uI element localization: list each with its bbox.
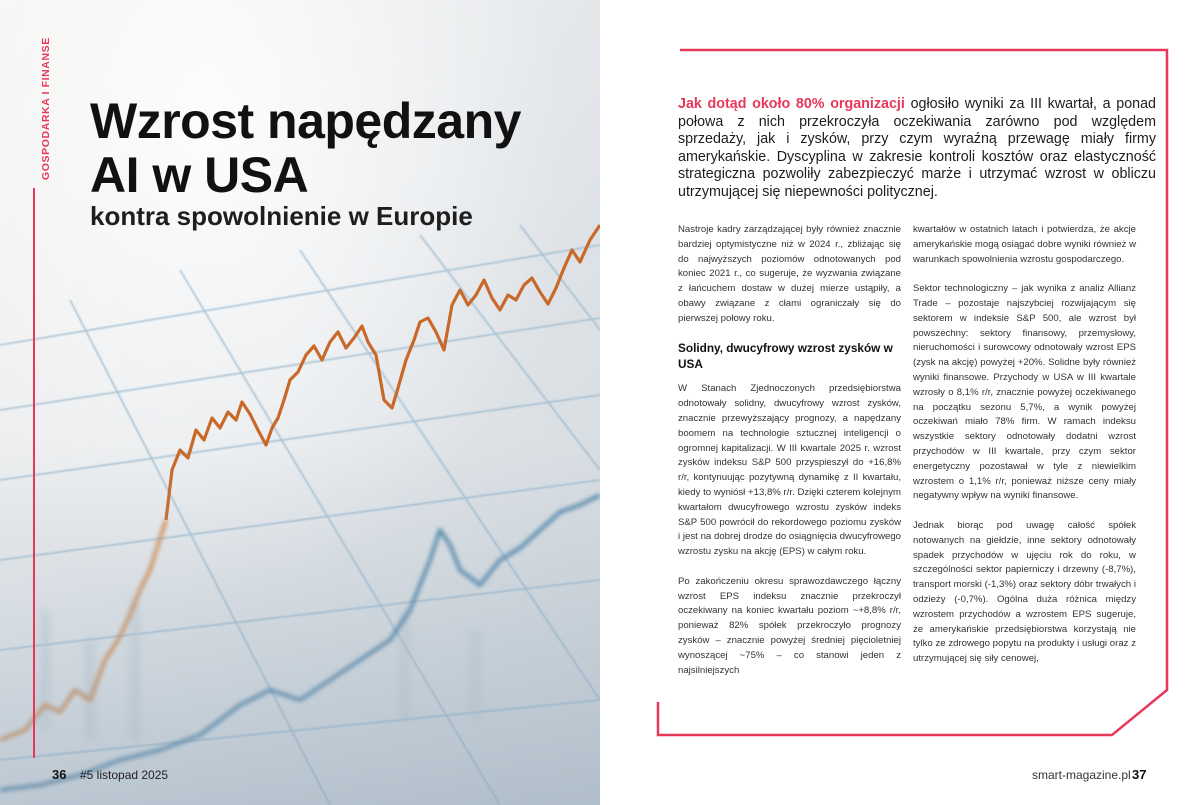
title-line-2: AI w USA xyxy=(90,147,309,203)
paragraph: W Stanach Zjednoczonych przedsiębiorstwa odnotowały solidny, dwucyfrowy wzrost zysków, znacznie przewyższający prognozy, a napędzany boomem na technologie sztucznej inteligencji o ogromnej kapitalizacji. W III kwartale 2025 r. wzrost zysków indeksu S&P 500 przyspieszył do +16,8% r/r, kontynuując pozytywną dynamikę z II kwartału, kiedy to wyniósł +13,8% r/r. Dzięki czterem kolejnym kwartałom dwucyfrowego wzrostu zysków indeks S&P 500 powrócił do rekordowego poziomu zysków i jest na dobrej drodze do osiągnięcia dwucyfrowego wzrostu zysku na akcję (EPS) w całym roku. xyxy=(678,383,901,558)
paragraph: kwartałów w ostatnich latach i potwierdza, że akcje amerykańskie mogą osiągać dobre wyniki również w warunkach spowolnienia wzrostu gospodarczego. xyxy=(913,224,1136,265)
right-page xyxy=(600,0,1200,805)
text-column-2 xyxy=(913,223,1136,682)
paragraph: Nastroje kadry zarządzającej były również znacznie bardziej optymistyczne niż w 2024 r., zbliżając się do najwyższych poziomów odnotowanych pod koniec 2021 r., co sugeruje, że wyzwania związane z łańcuchem dostaw w dużej mierze ustąpiły, a obawy związane z cłami ograniczały się do pierwszej połowy roku. xyxy=(678,224,901,324)
page-number-left: 36 xyxy=(52,767,67,782)
paragraph: Jednak biorąc pod uwagę całość spółek notowanych na giełdzie, inne sektory odnotowały spadek przychodów w ujęciu rok do roku, w szczególności sektor papierniczy i drzewny (-8,7%), transport morski (-1,3%) oraz sektory dóbr trwałych i odzieży (-0,7%). Ogólna duża różnica między wzrostem przychodów a wzrostem EPS sugeruje, że amerykańskie przedsiębiorstwa korzystają nie tylko ze zdrowego popytu na produkty i usługi oraz z utrzymującej się siły cenowej, xyxy=(913,519,1136,665)
text-column-1 xyxy=(678,223,901,693)
article-subtitle: kontra spowolnienie w Europie xyxy=(90,201,473,231)
section-label-text: GOSPODARKA I FINANSE xyxy=(40,37,52,180)
page-number-right: 37 xyxy=(1132,767,1147,782)
issue-label: #5 listopad 2025 xyxy=(80,768,169,782)
article-lead xyxy=(678,96,1156,202)
section-accent-line xyxy=(33,188,35,758)
lead-text: ogłosiło wyniki za III kwartał, a ponad połowa z nich przekroczyła oczekiwania zarówno pod względem sprzedaży, jak i zysków, przy czym wyraźną przewagę miały firmy amerykańskie. Dyscyplina w zakresie kontroli kosztów oraz elastyczność strategiczna pozwoliły zabezpieczyć marże i utrzymać wzrost w obliczu utrzymującej się niepewności politycznej. xyxy=(678,96,1156,200)
website-link[interactable]: smart-magazine.pl xyxy=(1032,768,1131,782)
lead-highlight: Jak dotąd około 80% organizacji xyxy=(678,96,905,112)
section-subheading: Solidny, dwucyfrowy wzrost zysków w USA xyxy=(678,341,893,371)
title-line-1: Wzrost napędzany xyxy=(90,93,521,149)
article-title xyxy=(90,94,590,202)
paragraph: Po zakończeniu okresu sprawozdawczego łączny wzrost EPS indeksu znacznie przekroczył oczekiwany na koniec kwartału poziom ~+8,8% r/r, ponieważ 82% spółek przekroczyło prognozy zysków – znacznie powyżej średniej pięcioletniej wynoszącej ~75% – co stanowi jeden z najsilniejszych xyxy=(678,575,901,676)
section-label xyxy=(28,30,52,180)
paragraph: Sektor technologiczny – jak wynika z analiz Allianz Trade – pozostaje najszybciej rozwijającym się sektorem w indeksie S&P 500, ale wzrost był powszechny: sektory finansowy, przemysłowy, nieruchomości i surowcowy odnotowały wzrost EPS (zysk na akcję) powyżej +20%. Solidne były również wyniki finansowe. Przychody w USA w III kwartale wzrosły o 8,1% r/r, znacznie powyżej oczekiwanego na początku sezonu 5,7%, a wynik powyżej oczekiwań miało 78% firm. W ramach indeksu wszystkie sektory odnotowały dodatni wzrost przychodów w III kwartale, przy czym sektor energetyczny pozostawał w tyle z niewielkim wzrostem o 1,1% r/r, ponieważ niższe ceny miały negatywny wpływ na wyniki finansowe. xyxy=(913,283,1136,502)
